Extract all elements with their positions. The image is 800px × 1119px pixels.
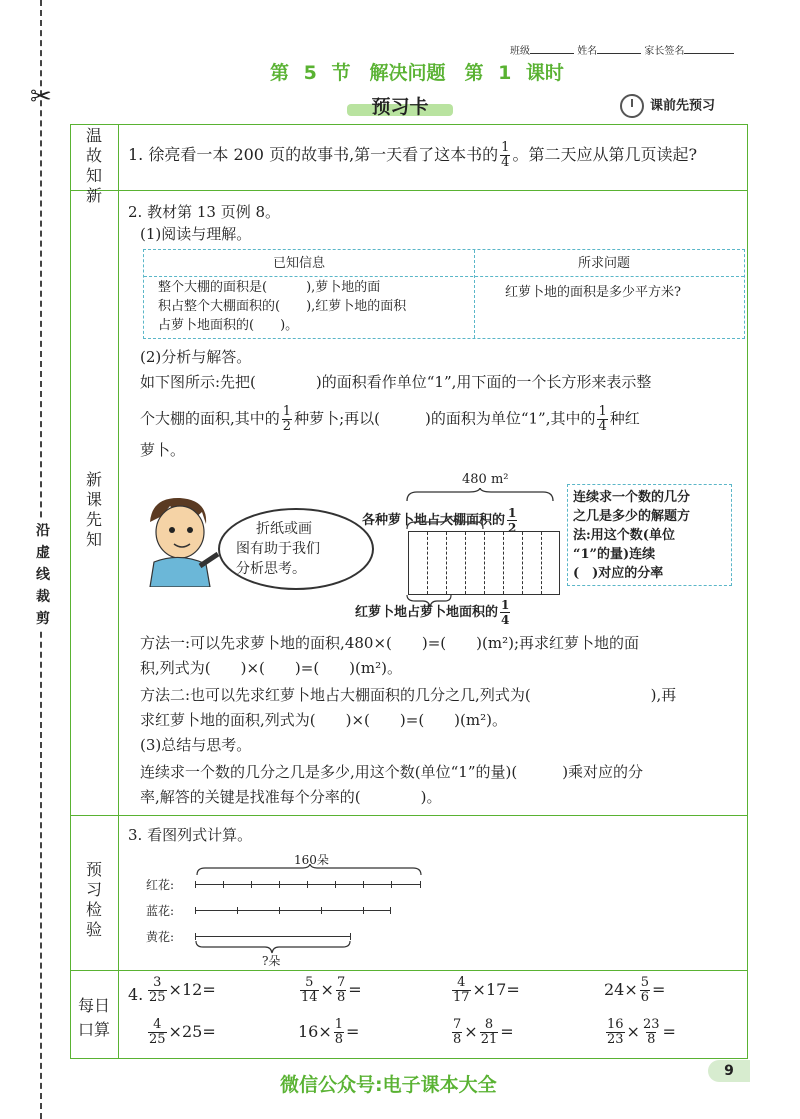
tip-line: 法:用这个数(单位 (573, 528, 675, 543)
analysis-line: 如下图所示:先把( )的面积看作单位“1”,用下面的一个长方形来表示整 (140, 373, 652, 391)
fraction (148, 976, 167, 1005)
section-char: 每日 (77, 996, 110, 1015)
tip-line: ( )对应的分率 (573, 566, 664, 581)
footer-watermark: 微信公众号:电子课本大全 (280, 1074, 497, 1096)
question-2-heading: 2. 教材第 13 页例 8。 (128, 203, 281, 221)
denominator: 4 (598, 419, 607, 434)
section-review (70, 126, 118, 206)
fraction (336, 976, 346, 1005)
cut-label-char: 裁 (36, 589, 50, 605)
calc-item (450, 1018, 514, 1047)
tip-line: 之几是多少的解题方 (573, 509, 691, 524)
calc-op: × (626, 1022, 640, 1041)
tick (279, 881, 280, 888)
bottom-label-text: 红萝卜地占萝卜地面积的 (355, 605, 499, 620)
section-char: 习 (85, 880, 102, 899)
table-divider (144, 276, 744, 277)
greenhouse-rectangle (408, 531, 560, 595)
denominator: 4 (501, 155, 510, 170)
blue-label: 蓝花: (146, 904, 175, 918)
calc-op: × (320, 980, 334, 999)
analysis-line: 萝卜。 (140, 441, 186, 459)
calc-op: = (346, 1022, 360, 1041)
scissors-icon: ✂ (30, 82, 52, 112)
fraction (606, 1018, 625, 1047)
numerator: 16 (607, 1017, 624, 1032)
area-label: 480 m² (462, 472, 509, 487)
summary-line: 连续求一个数的几分之几是多少,用这个数(单位“1”的量)( )乘对应的分 (140, 763, 644, 781)
calc-item (450, 976, 520, 1005)
tick (390, 907, 391, 914)
ask-text: 红萝卜地的面积是多少平方米? (505, 285, 681, 300)
fraction (452, 976, 471, 1005)
tick (195, 881, 196, 888)
calc-op: ×25= (168, 1022, 216, 1041)
section-new-lesson (70, 470, 118, 550)
calc-item (298, 1018, 359, 1047)
numerator: 3 (153, 975, 162, 990)
section-char: 课 (85, 490, 102, 509)
bottom-label (355, 598, 512, 627)
fraction (642, 1018, 661, 1047)
section-char: 温 (85, 126, 102, 145)
cut-label-char: 虚 (36, 545, 50, 561)
yellow-segment (195, 936, 351, 937)
section-char: 知 (85, 166, 102, 185)
numerator: 1 (282, 404, 292, 419)
tick (223, 881, 224, 888)
question-3-heading: 3. 看图列式计算。 (128, 826, 253, 844)
name-label: 姓名 (577, 46, 598, 57)
denominator: 6 (640, 990, 650, 1005)
dash-divider (465, 532, 466, 594)
method-1-line: 积,列式为( )×( )=( )(m²)。 (140, 659, 402, 677)
numerator: 5 (305, 975, 314, 990)
section-char: 预 (85, 860, 102, 879)
fraction (640, 976, 650, 1005)
denominator: 2 (508, 521, 517, 535)
card-title: 预习卡 (347, 92, 453, 122)
calc-item (146, 976, 216, 1005)
cut-label-char: 剪 (36, 611, 50, 627)
calc-item (298, 976, 362, 1005)
red-segment (195, 884, 421, 885)
known-line: 占萝卜地面积的( )。 (158, 318, 299, 333)
section-char: 新 (85, 470, 102, 489)
name-field[interactable] (597, 43, 641, 54)
top-label-text: 各种萝卜地占大棚面积的 (362, 513, 506, 528)
column-divider (118, 124, 119, 1058)
analysis-text: 种萝卜;再以( )的面积为单位“1”,其中的 (294, 409, 596, 428)
method-2-line: 方法二:也可以先求红萝卜地占大棚面积的几分之几,列式为( ),再 (140, 686, 677, 704)
bubble-text (236, 519, 320, 579)
section-char: 验 (85, 920, 102, 939)
numerator: 4 (457, 975, 466, 990)
numerator: 1 (598, 404, 607, 419)
fraction (480, 1018, 499, 1047)
fraction (500, 598, 510, 627)
section-char: 故 (85, 146, 102, 165)
tick (391, 881, 392, 888)
denominator: 25 (149, 1032, 166, 1047)
preview-badge (620, 94, 715, 118)
section-char: 先 (85, 510, 102, 529)
tip-line: “1”的量)连续 (573, 547, 656, 562)
tick (195, 907, 196, 914)
method-2-line: 求红萝卜地的面积,列式为( )×( )=( )(m²)。 (140, 711, 507, 729)
unknown-label: ?朵 (262, 954, 281, 968)
calc-op: = (662, 1022, 676, 1041)
numerator: 1 (508, 506, 517, 520)
tick (307, 881, 308, 888)
section-char: 检 (85, 900, 102, 919)
summary-line: 率,解答的关键是找准每个分率的( )。 (140, 788, 442, 806)
dash-divider (427, 532, 428, 594)
known-line: 积占整个大棚面积的( ),红萝卜地的面积 (158, 299, 407, 314)
denominator: 8 (334, 1032, 344, 1047)
header-fields (510, 42, 734, 57)
blue-segment (195, 910, 391, 911)
numerator: 8 (484, 1017, 494, 1032)
dash-divider (484, 532, 485, 594)
fraction (334, 1018, 344, 1047)
ask-header: 所求问题 (578, 256, 631, 271)
tick (279, 907, 280, 914)
denominator: 2 (282, 419, 292, 434)
class-label: 班级 (510, 46, 530, 57)
cut-label-char: 沿 (36, 523, 50, 539)
fraction (148, 1018, 167, 1047)
calc-op: 24× (604, 980, 638, 999)
denominator: 14 (301, 990, 318, 1005)
page-title: 第 5 节 解决问题 第 1 课时 (270, 62, 564, 84)
page-number: 9 (708, 1060, 750, 1082)
dash-divider (503, 532, 504, 594)
parent-label: 家长签名 (644, 46, 685, 57)
tick (335, 881, 336, 888)
denominator: 8 (647, 1032, 656, 1047)
badge-label: 课前先预习 (650, 98, 716, 114)
denominator: 23 (607, 1032, 624, 1047)
numerator: 5 (640, 975, 650, 990)
section-char: 知 (85, 530, 102, 549)
dash-divider (446, 532, 447, 594)
question-1 (128, 141, 697, 170)
known-header: 已知信息 (273, 256, 326, 271)
tick (350, 933, 351, 940)
cut-label-char: 线 (36, 567, 50, 583)
bubble-line: 折纸或画 (256, 521, 312, 537)
total-brace (195, 864, 425, 876)
calc-op: 16× (298, 1022, 332, 1041)
cut-label (33, 520, 53, 630)
fraction (597, 405, 607, 434)
calc-item (146, 1018, 216, 1047)
total-label: 160朵 (294, 853, 329, 867)
analysis-line (140, 405, 640, 434)
numerator: 4 (153, 1017, 162, 1032)
q1-text: 。第二天应从第几页读起? (512, 145, 698, 164)
bubble-line: 图有助于我们 (236, 541, 320, 557)
row-divider (70, 815, 748, 816)
tick (251, 881, 252, 888)
question-4-label: 4. (128, 985, 144, 1004)
tick (237, 907, 238, 914)
numerator: 7 (453, 1017, 462, 1032)
class-field[interactable] (530, 43, 574, 54)
analysis-text: 种红 (609, 409, 640, 428)
numerator: 1 (501, 140, 510, 155)
calc-op: ×12= (168, 980, 216, 999)
parent-signature-field[interactable] (684, 43, 734, 54)
calc-op: = (652, 980, 666, 999)
calc-op: ×17= (472, 980, 520, 999)
calc-op: = (500, 1022, 514, 1041)
denominator: 8 (453, 1032, 462, 1047)
part-1-heading: (1)阅读与理解。 (140, 225, 252, 243)
tick (363, 907, 364, 914)
row-divider (70, 190, 748, 191)
numerator: 1 (501, 598, 510, 612)
q1-text: 1. 徐亮看一本 200 页的故事书,第一天看了这本书的 (128, 145, 499, 164)
method-1-line: 方法一:可以先求萝卜地的面积,480×( )=( )(m²);再求红萝卜地的面 (140, 634, 639, 652)
known-line: 整个大棚的面积是( ),萝卜地的面 (158, 280, 381, 295)
area-brace (405, 488, 555, 502)
table-divider (474, 250, 475, 338)
tick (363, 881, 364, 888)
tip-line: 连续求一个数的几分 (573, 490, 691, 505)
dash-divider (541, 532, 542, 594)
section-char: 新 (85, 186, 102, 205)
red-label: 红花: (146, 878, 175, 892)
part-3-heading: (3)总结与思考。 (140, 736, 252, 754)
denominator: 8 (336, 990, 346, 1005)
calc-item (604, 1018, 676, 1047)
denominator: 21 (480, 1032, 498, 1047)
fraction (500, 141, 510, 170)
tick (420, 881, 421, 888)
known-info (158, 278, 406, 335)
method-tip (573, 488, 690, 583)
section-preview-check (70, 860, 118, 940)
alarm-clock-icon (620, 94, 644, 118)
dash-divider (522, 532, 523, 594)
half-brace (405, 508, 505, 530)
section-daily-calc (70, 994, 118, 1042)
calc-op: = (348, 980, 362, 999)
calc-item (604, 976, 665, 1005)
row-divider (70, 970, 748, 971)
fraction (282, 405, 292, 434)
bubble-line: 分析思考。 (236, 561, 306, 577)
calc-op: × (464, 1022, 478, 1041)
denominator: 4 (501, 613, 510, 627)
tick (195, 933, 196, 940)
section-char: 口算 (77, 1020, 110, 1039)
denominator: 17 (453, 990, 470, 1005)
analysis-text: 个大棚的面积,其中的 (140, 409, 280, 428)
fraction (300, 976, 319, 1005)
student-illustration (140, 492, 220, 587)
denominator: 25 (149, 990, 166, 1005)
fraction (452, 1018, 462, 1047)
numerator: 23 (642, 1017, 660, 1032)
yellow-label: 黄花: (146, 930, 175, 944)
numerator: 7 (336, 975, 346, 990)
numerator: 1 (334, 1017, 344, 1032)
tick (321, 907, 322, 914)
part-2-heading: (2)分析与解答。 (140, 348, 252, 366)
